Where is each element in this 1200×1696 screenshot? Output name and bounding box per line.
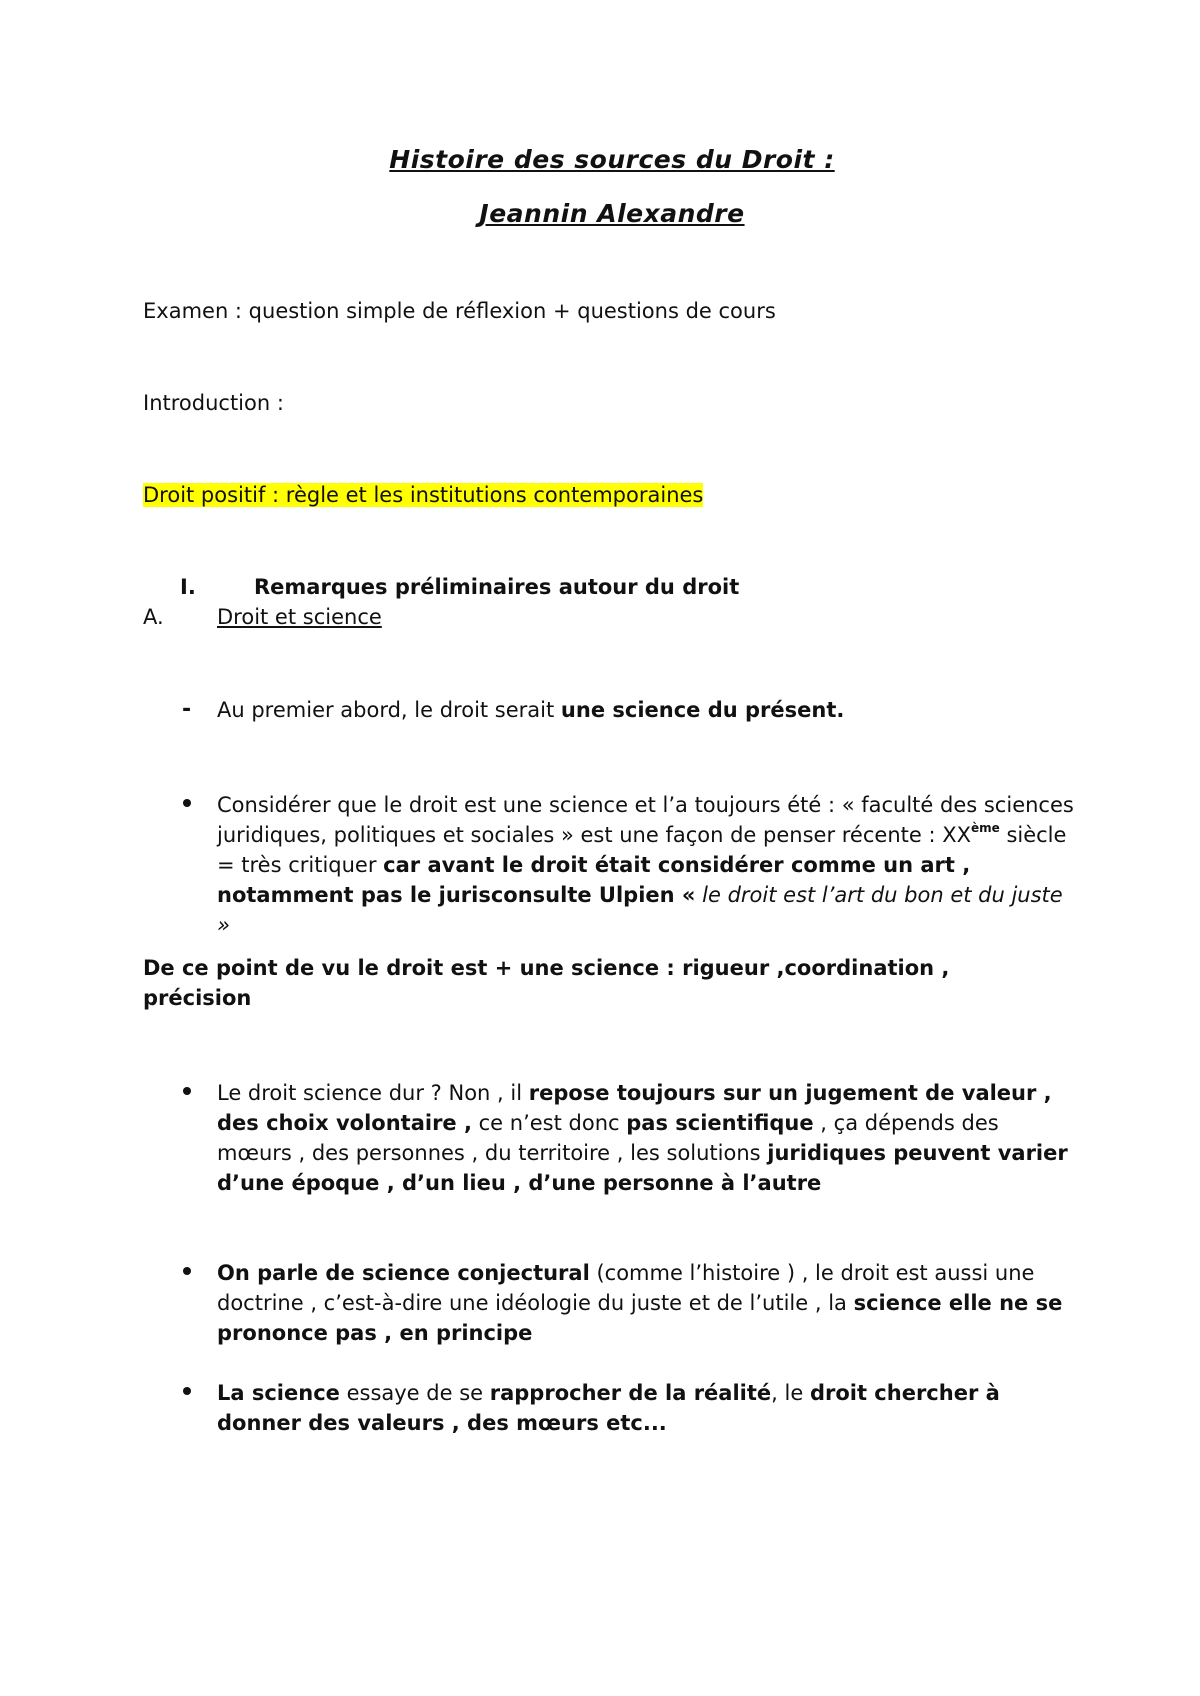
bullet1-text-2: siècle = très critiquer [217,823,1067,877]
dash-item [217,695,1077,725]
bullet4-bold-3: droit chercher à donner des valeurs , des mœurs etc... [217,1381,1000,1435]
bullet-icon [183,1087,191,1095]
conclusion-statement: De ce point de vu le droit est + une science : rigueur ,coordination , précision [143,956,950,1010]
section-title: Remarques préliminaires autour du droit [254,575,740,599]
bullet4-text-2: , le [771,1381,810,1405]
bullet2-bold-1: repose toujours sur un jugement de valeur , des choix volontaire , [217,1081,1052,1135]
bullet-item-1 [217,790,1077,940]
bullet1-italic: le droit est l’art du bon et du juste » [217,883,1063,937]
bullet3-bold-1: On parle de science conjectural [217,1261,590,1285]
exam-note: Examen : question simple de réflexion + questions de cours [143,299,776,323]
title-line-2: Jeannin Alexandre [479,199,745,228]
highlight-text: Droit positif : règle et les institutions contemporaines [143,483,704,507]
bullet4-text: essaye de se [339,1381,490,1405]
dash-item-bold: une science du présent. [560,698,845,722]
bullet-item-3 [217,1258,1077,1348]
bullet4-bold-1: La science [217,1381,340,1405]
bullet3-bold-2: science elle ne se prononce pas , en principe [217,1291,1063,1345]
bullet-item-2 [217,1078,1077,1198]
highlighted-definition [143,480,703,510]
subsection-title: Droit et science [217,605,382,629]
bullet2-text: Le droit science dur ? Non , il [217,1081,529,1105]
bullet4-bold-2: rapprocher de la réalité [489,1381,772,1405]
bullet2-text-2: ce n’est donc [471,1111,627,1135]
bullet2-bold-2: pas scientifique [626,1111,814,1135]
document-title [12,145,1200,174]
bullet-icon [183,1387,191,1395]
subsection-letter: A. [143,605,164,629]
bullet-icon [183,799,191,807]
bullet-icon [183,1267,191,1275]
bullet1-bold: car avant le droit était considérer comme un art , notamment pas le jurisconsulte Ulpien « [217,853,971,907]
introduction-heading: Introduction : [143,391,284,415]
bullet1-text: Considérer que le droit est une science et l’a toujours été : « faculté des sciences juridiques, politiques et sociales » est une façon de penser récente : XX [217,793,1074,847]
dash-marker: - [182,697,192,722]
document-author [12,199,1200,228]
bullet-item-4 [217,1378,1077,1438]
bullet2-text-3: , ça dépends des mœurs , des personnes , du territoire , les solutions [217,1111,999,1165]
bullet1-superscript: ème [970,821,1000,835]
bullet3-text: (comme l’histoire ) , le droit est aussi une doctrine , c’est-à-dire une idéologie du juste et de l’utile , la [217,1261,1035,1315]
bullet2-bold-3: juridiques peuvent varier d’une époque , d’un lieu , d’une personne à l’autre [217,1141,1068,1195]
section-number: I. [180,575,196,599]
title-line-1: Histoire des sources du Droit : [389,145,835,174]
dash-item-text: Au premier abord, le droit serait [217,698,561,722]
